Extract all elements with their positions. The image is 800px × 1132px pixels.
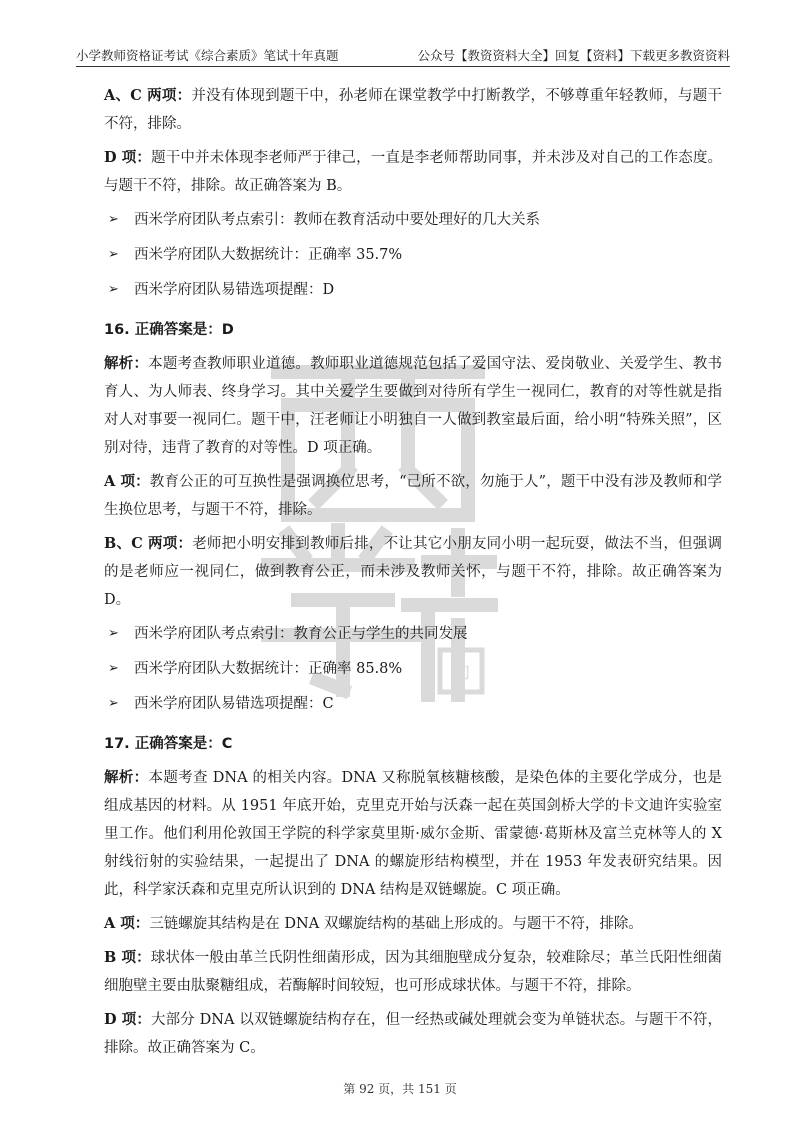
q17-analysis-text: 本题考查 DNA 的相关内容。DNA 又称脱氧核糖核酸，是染色体的主要化学成分，也是组成基因的材料。从 1951 年底开始，克里克开始与沃森一起在英国剑桥大学的卡文迪许实验室里工作。他们利用伦敦国王学院的科学家莫里斯·威尔金斯、雷蒙德·葛斯林及富兰克林等人的 X 射线衍射的实验结果，一起提出了 DNA 的螺旋形结构模型，并在 1953 年发表研究结果。因此，科学家沃森和克里克所认识到的 DNA 结构是双链螺旋。C 项正确。 [104, 770, 722, 898]
q17-option-a-paragraph [104, 910, 722, 938]
q15-option-d-paragraph [104, 144, 722, 200]
q17-option-d-label: D 项： [104, 1011, 152, 1028]
header-left-title: 小学教师资格证考试《综合素质》笔试十年真题 [76, 48, 339, 63]
arrow-bullet-icon: ➢ [108, 626, 119, 641]
watermark-stamp-text: 印 [450, 662, 470, 686]
arrow-bullet-icon: ➢ [108, 282, 119, 297]
arrow-bullet-icon: ➢ [108, 212, 119, 227]
q16-answer-title: 16. 正确答案是：D [104, 322, 234, 338]
q15-bullet-stats [104, 241, 722, 269]
page-content [104, 82, 722, 1068]
page-header [76, 44, 730, 67]
q15-bullet-stats-text: 西米学府团队大数据统计：正确率 35.7% [134, 247, 403, 263]
q16-option-a-text: 教育公正的可互换性是强调换位思考，“己所不欲，勿施于人”，题干中没有涉及教师和学生换位思考，与题干不符，排除。 [104, 474, 722, 518]
q16-analysis-paragraph [104, 350, 722, 462]
q17-answer-title: 17. 正确答案是：C [104, 736, 233, 752]
q17-option-d-text: 大部分 DNA 以双链螺旋结构存在，但一经热或碱处理就会变为单链状态。与题干不符，排除。故正确答案为 C。 [104, 1012, 723, 1056]
q16-analysis-text: 本题考查教师职业道德。教师职业道德规范包括了爱国守法、爱岗敬业、关爱学生、教书育人、为人师表、终身学习。其中关爱学生要做到对待所有学生一视同仁，教育的对等性就是指对人对事要一视同仁。题干中，汪老师让小明独自一人做到教室最后面，给小明“特殊关照”，区别对待，违背了教育的对等性。D 项正确。 [104, 356, 723, 456]
q17-option-b-paragraph [104, 944, 722, 1000]
arrow-bullet-icon: ➢ [108, 247, 119, 262]
q16-bullet-stats-text: 西米学府团队大数据统计：正确率 85.8% [134, 661, 403, 677]
q16-bullet-index [104, 620, 722, 648]
q16-bullet-index-text: 西米学府团队考点索引：教育公正与学生的共同发展 [134, 626, 468, 642]
q17-option-a-text: 三链螺旋其结构是在 DNA 双螺旋结构的基础上形成的。与题干不符，排除。 [149, 916, 643, 932]
q17-analysis-paragraph [104, 764, 722, 904]
q15-bullet-index [104, 206, 722, 234]
header-right-note: 公众号【教资资料大全】回复【资料】下载更多教资资料 [417, 48, 730, 63]
q15-option-ac-label: A、C 两项： [104, 87, 192, 104]
q15-option-d-label: D 项： [104, 149, 152, 166]
q15-option-ac-paragraph [104, 82, 722, 138]
q17-option-b-label: B 项： [104, 949, 151, 966]
q17-option-d-paragraph [104, 1006, 722, 1062]
q16-analysis-label: 解析： [104, 355, 149, 372]
q17-option-a-label: A 项： [104, 915, 150, 932]
q15-option-ac-text: 并没有体现到题干中，孙老师在课堂教学中打断教学，不够尊重年轻教师，与题干不符，排除。 [104, 88, 722, 132]
q16-bullet-wrong-option [104, 690, 722, 718]
page-number-footer: 第 92 页，共 151 页 [343, 1082, 457, 1096]
q17-analysis-label: 解析： [104, 769, 149, 786]
arrow-bullet-icon: ➢ [108, 696, 119, 711]
q16-bullet-stats [104, 655, 722, 683]
q16-option-bc-text: 老师把小明安排到教师后排，不让其它小朋友同小明一起玩耍，做法不当，但强调的是老师应一视同仁，做到教育公正，而未涉及教师关怀，与题干不符，排除。故正确答案为 D。 [104, 536, 722, 608]
q16-option-a-label: A 项： [104, 473, 150, 490]
q15-bullet-wrong-option-text: 西米学府团队易错选项提醒：D [134, 282, 335, 298]
q16-option-bc-label: B、C 两项： [104, 535, 193, 552]
q15-option-d-text: 题干中并未体现李老师严于律己，一直是李老师帮助同事，并未涉及对自己的工作态度。与题干不符，排除。故正确答案为 B。 [104, 150, 723, 194]
q16-option-bc-paragraph [104, 530, 722, 614]
q16-bullet-wrong-option-text: 西米学府团队易错选项提醒：C [134, 696, 334, 712]
q16-option-a-paragraph [104, 468, 722, 524]
q17-option-b-text: 球状体一般由革兰氏阴性细菌形成，因为其细胞壁成分复杂，较难除尽；革兰氏阳性细菌细胞壁主要由肽聚糖组成，若酶解时间较短，也可形成球状体。与题干不符，排除。 [104, 950, 722, 994]
q15-bullet-wrong-option [104, 276, 722, 304]
q15-bullet-index-text: 西米学府团队考点索引：教师在教育活动中要处理好的几大关系 [134, 212, 540, 228]
arrow-bullet-icon: ➢ [108, 661, 119, 676]
